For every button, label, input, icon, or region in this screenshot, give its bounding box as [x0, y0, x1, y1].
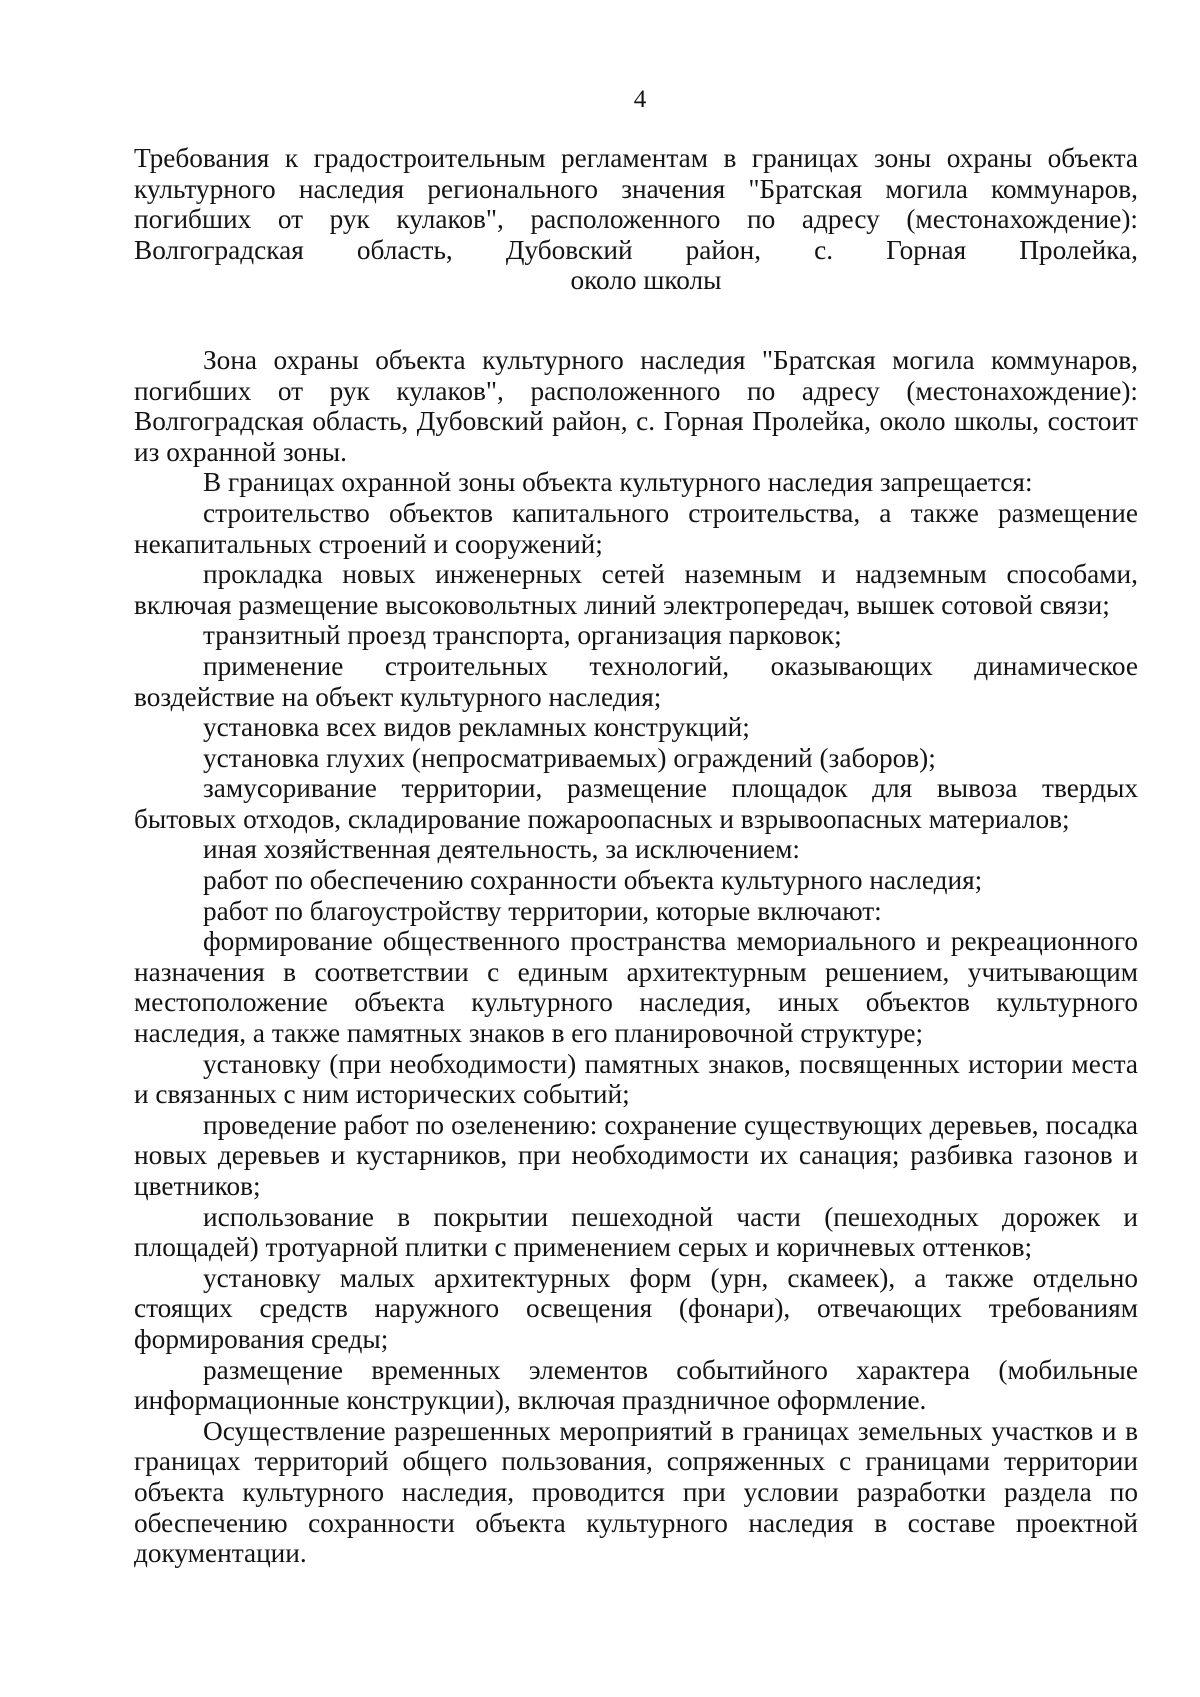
- paragraph: Зона охраны объекта культурного наследия "Братская могила коммунаров, погибших от рук кулаков", расположенного по адресу (местонахождение): Волгоградская область, Дубовский район, с. Горная Пролейка, около школы, состоит из охранной зоны.: [134, 344, 1138, 467]
- list-item: применение строительных технологий, оказывающих динамическое воздействие на объект культурного наследия;: [134, 650, 1138, 712]
- document-heading: [134, 143, 1138, 296]
- list-item: проведение работ по озеленению: сохранение существующих деревьев, посадка новых деревьев и кустарников, при необходимости их санация; разбивка газонов и цветников;: [134, 1109, 1138, 1201]
- paragraph: В границах охранной зоны объекта культурного наследия запрещается:: [203, 467, 1033, 498]
- list-item: установку малых архитектурных форм (урн, скамеек), а также отдельно стоящих средств наружного освещения (фонари), отвечающих требованиям формирования среды;: [134, 1262, 1138, 1354]
- list-item: транзитный проезд транспорта, организация парковок;: [203, 620, 842, 651]
- list-item: установка всех видов рекламных конструкций;: [203, 712, 750, 743]
- list-item: работ по обеспечению сохранности объекта культурного наследия;: [203, 865, 983, 896]
- document-content: [134, 143, 1138, 1569]
- document-body: [134, 345, 1138, 1569]
- list-item: прокладка новых инженерных сетей наземным и надземным способами, включая размещение высоковольтных линий электропередач, вышек сотовой связи;: [134, 559, 1138, 620]
- paragraph: Осуществление разрешенных мероприятий в границах земельных участков и в границах территорий общего пользования, сопряженных с границами территории объекта культурного наследия, проводится при условии разработки раздела по обеспечению сохранности объекта культурного наследия в составе проектной документации.: [134, 1415, 1138, 1569]
- list-item: иная хозяйственная деятельность, за исключением:: [203, 834, 800, 865]
- list-item: установка глухих (непросматриваемых) ограждений (заборов);: [203, 742, 936, 773]
- list-item: использование в покрытии пешеходной части (пешеходных дорожек и площадей) тротуарной плитки с применением серых и коричневых оттенков;: [134, 1201, 1138, 1263]
- list-item: строительство объектов капитального строительства, а также размещение некапитальных строений и сооружений;: [134, 497, 1138, 559]
- page-number: 4: [633, 86, 647, 113]
- list-item: работ по благоустройству территории, которые включают:: [203, 895, 882, 926]
- list-item: установку (при необходимости) памятных знаков, посвященных истории места и связанных с ним исторических событий;: [134, 1048, 1138, 1110]
- heading-line: Волгоградская область, Дубовский район, с. Горная Пролейка,: [134, 234, 1138, 265]
- heading-line: около школы: [570, 265, 722, 296]
- list-item: замусоривание территории, размещение площадок для вывоза твердых бытовых отходов, складирование пожароопасных и взрывоопасных материалов;: [134, 773, 1138, 834]
- heading-line: культурного наследия регионального значения "Братская могила коммунаров,: [134, 173, 1138, 204]
- list-item: размещение временных элементов событийного характера (мобильные информационные конструкции), включая праздничное оформление.: [134, 1354, 1138, 1416]
- list-item: формирование общественного пространства мемориального и рекреационного назначения в соответствии с единым архитектурным решением, учитывающим местоположение объекта культурного наследия, иных объектов культурного наследия, а также памятных знаков в его планировочной структуре;: [134, 926, 1138, 1049]
- heading-line: погибших от рук кулаков", расположенного по адресу (местонахождение):: [134, 204, 1138, 235]
- heading-line: Требования к градостроительным регламентам в границах зоны охраны объекта: [134, 143, 1138, 173]
